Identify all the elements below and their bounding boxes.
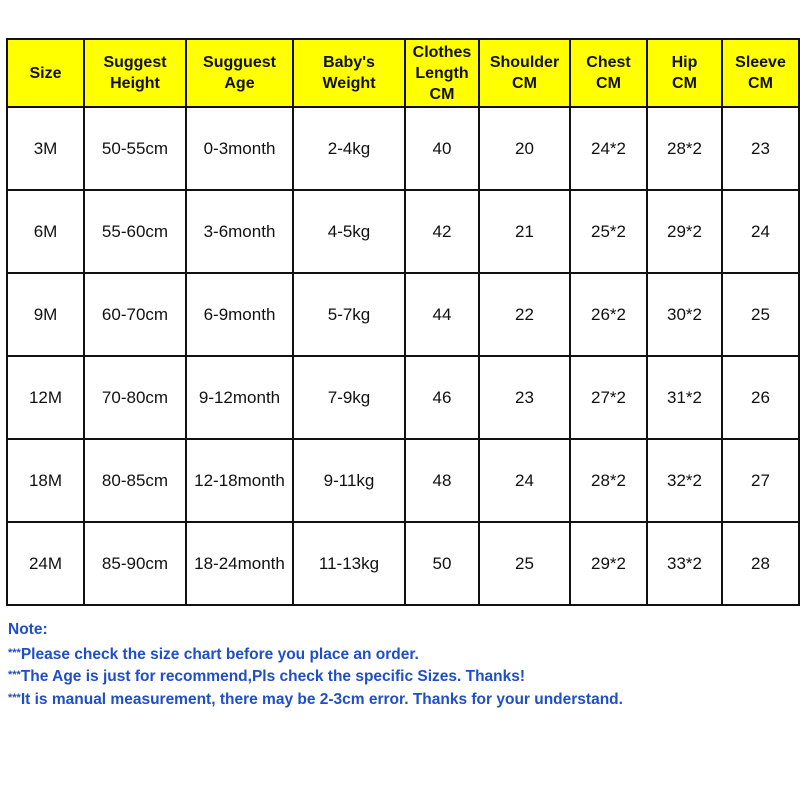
- table-cell: 40: [405, 107, 479, 190]
- table-cell: 20: [479, 107, 570, 190]
- table-cell: 4-5kg: [293, 190, 405, 273]
- table-cell: 50-55cm: [84, 107, 186, 190]
- header-row: [7, 39, 799, 107]
- header-cell: Clothes Length CM: [405, 39, 479, 107]
- notes-title: Note:: [8, 621, 48, 638]
- table-cell: 46: [405, 356, 479, 439]
- table-cell: 3M: [7, 107, 84, 190]
- table-cell: 48: [405, 439, 479, 522]
- table-cell: 26*2: [570, 273, 647, 356]
- table-row: [7, 273, 799, 356]
- note-prefix: ***: [8, 646, 21, 659]
- table-cell: 27: [722, 439, 799, 522]
- table-cell: 11-13kg: [293, 522, 405, 605]
- header-cell: Sleeve CM: [722, 39, 799, 107]
- table-cell: 55-60cm: [84, 190, 186, 273]
- table-cell: 25*2: [570, 190, 647, 273]
- size-chart-table: [6, 38, 800, 606]
- table-cell: 27*2: [570, 356, 647, 439]
- table-cell: 23: [722, 107, 799, 190]
- table-cell: 44: [405, 273, 479, 356]
- table-cell: 24: [722, 190, 799, 273]
- table-cell: 9-11kg: [293, 439, 405, 522]
- table-cell: 12M: [7, 356, 84, 439]
- table-row: [7, 439, 799, 522]
- table-cell: 31*2: [647, 356, 722, 439]
- header-cell: Chest CM: [570, 39, 647, 107]
- table-cell: 26: [722, 356, 799, 439]
- table-row: [7, 190, 799, 273]
- table-cell: 28*2: [647, 107, 722, 190]
- table-row: [7, 522, 799, 605]
- table-cell: 33*2: [647, 522, 722, 605]
- note-text: The Age is just for recommend,Pls check the specific Sizes. Thanks!: [20, 668, 526, 685]
- table-cell: 18-24month: [186, 522, 293, 605]
- note-line: [8, 687, 788, 710]
- table-cell: 50: [405, 522, 479, 605]
- table-cell: 80-85cm: [84, 439, 186, 522]
- header-cell: Suggest Height: [84, 39, 186, 107]
- notes-section: [8, 619, 788, 709]
- table-cell: 6M: [7, 190, 84, 273]
- table-cell: 9M: [7, 273, 84, 356]
- table-cell: 85-90cm: [84, 522, 186, 605]
- note-line: [8, 642, 788, 665]
- table-cell: 30*2: [647, 273, 722, 356]
- table-cell: 12-18month: [186, 439, 293, 522]
- table-cell: 28: [722, 522, 799, 605]
- table-cell: 2-4kg: [293, 107, 405, 190]
- header-cell: Hip CM: [647, 39, 722, 107]
- table-cell: 5-7kg: [293, 273, 405, 356]
- table-cell: 32*2: [647, 439, 722, 522]
- table-cell: 7-9kg: [293, 356, 405, 439]
- table-cell: 28*2: [570, 439, 647, 522]
- note-prefix: ***: [8, 691, 21, 704]
- header-cell: Size: [7, 39, 84, 107]
- note-text: It is manual measurement, there may be 2-3cm error. Thanks for your understand.: [20, 690, 623, 708]
- table-cell: 21: [479, 190, 570, 273]
- table-cell: 22: [479, 273, 570, 356]
- table-cell: 29*2: [570, 522, 647, 605]
- table-cell: 29*2: [647, 190, 722, 273]
- table-cell: 18M: [7, 439, 84, 522]
- table-cell: 9-12month: [186, 356, 293, 439]
- table-cell: 23: [479, 356, 570, 439]
- table-cell: 0-3month: [186, 107, 293, 190]
- note-line: [8, 664, 788, 687]
- note-text: Please check the size chart before you place an order.: [20, 645, 419, 663]
- table-cell: 42: [405, 190, 479, 273]
- table-cell: 3-6month: [186, 190, 293, 273]
- table-cell: 24: [479, 439, 570, 522]
- table-cell: 24*2: [570, 107, 647, 190]
- table-row: [7, 356, 799, 439]
- note-prefix: ***: [8, 669, 21, 681]
- table-row: [7, 107, 799, 190]
- header-cell: Baby's Weight: [293, 39, 405, 107]
- table-cell: 6-9month: [186, 273, 293, 356]
- table-cell: 70-80cm: [84, 356, 186, 439]
- table-cell: 60-70cm: [84, 273, 186, 356]
- header-cell: Sugguest Age: [186, 39, 293, 107]
- table-cell: 24M: [7, 522, 84, 605]
- table-cell: 25: [479, 522, 570, 605]
- table-cell: 25: [722, 273, 799, 356]
- header-cell: Shoulder CM: [479, 39, 570, 107]
